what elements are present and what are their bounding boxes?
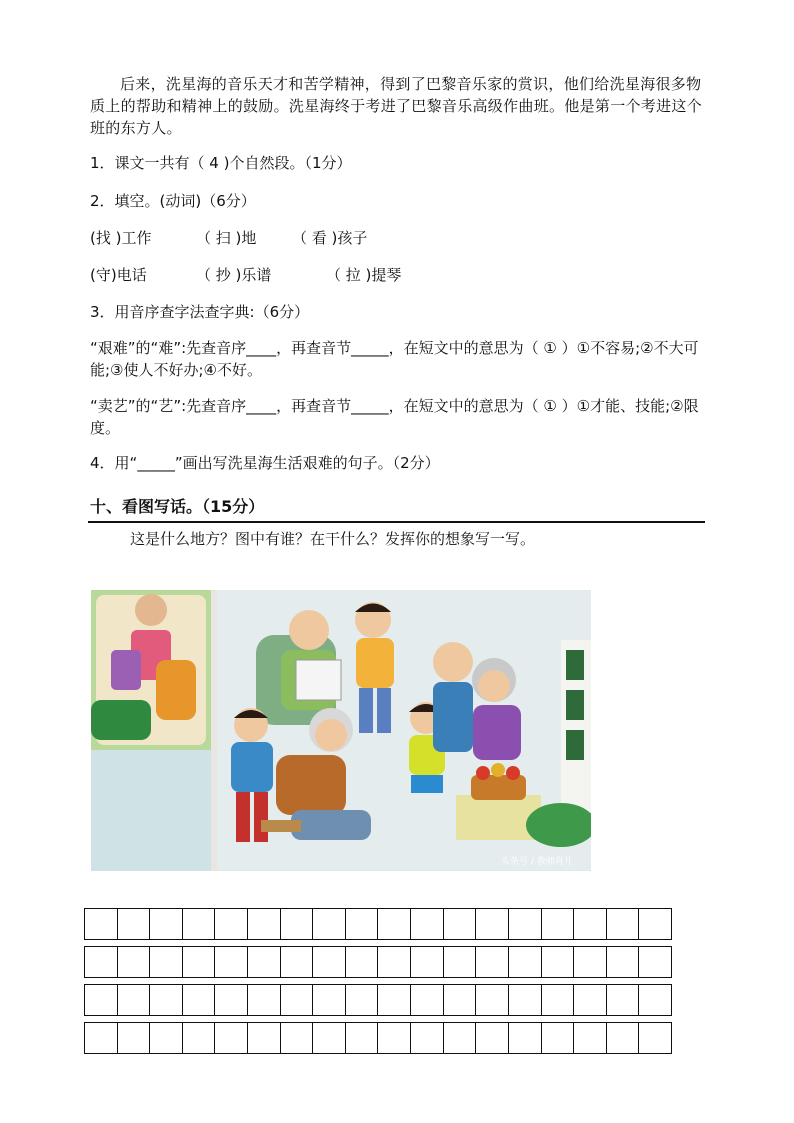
writing-cell[interactable] <box>248 909 281 939</box>
fill-blank-item: (守)电话 <box>90 266 147 284</box>
writing-cell[interactable] <box>639 947 671 977</box>
writing-cell[interactable] <box>444 947 477 977</box>
writing-cell[interactable] <box>281 1023 314 1053</box>
writing-cell[interactable] <box>444 985 477 1015</box>
writing-cell[interactable] <box>183 909 216 939</box>
writing-cell[interactable] <box>346 947 379 977</box>
reading-passage: 后来，洗星海的音乐天才和苦学精神，得到了巴黎音乐家的赏识，他们给洗星海很多物质上的帮助和精神上的鼓励。洗星海终于考进了巴黎音乐高级作曲班。他是第一个考进这个班的东方人。 <box>90 75 703 137</box>
question-4: 4．用“_____”画出写洗星海生活艰难的句子。（2分） <box>90 454 440 472</box>
writing-cell[interactable] <box>574 909 607 939</box>
writing-cell[interactable] <box>411 909 444 939</box>
grid-row <box>84 908 672 940</box>
writing-cell[interactable] <box>183 1023 216 1053</box>
writing-cell[interactable] <box>378 909 411 939</box>
writing-cell[interactable] <box>118 1023 151 1053</box>
writing-cell[interactable] <box>444 1023 477 1053</box>
grid-row <box>84 946 672 978</box>
writing-cell[interactable] <box>574 947 607 977</box>
writing-cell[interactable] <box>85 947 118 977</box>
writing-cell[interactable] <box>639 985 671 1015</box>
writing-cell[interactable] <box>509 1023 542 1053</box>
writing-cell[interactable] <box>248 1023 281 1053</box>
writing-cell[interactable] <box>476 909 509 939</box>
writing-cell[interactable] <box>183 985 216 1015</box>
writing-prompt: 这是什么地方？图中有谁？在干什么？发挥你的想象写一写。 <box>130 530 536 548</box>
fill-blank-item: （ 拉 )提琴 <box>326 266 402 284</box>
writing-cell[interactable] <box>378 985 411 1015</box>
writing-cell[interactable] <box>346 985 379 1015</box>
writing-cell[interactable] <box>607 1023 640 1053</box>
writing-cell[interactable] <box>542 1023 575 1053</box>
writing-cell[interactable] <box>607 947 640 977</box>
question-2: 2．填空。(动词)（6分） <box>90 192 256 210</box>
writing-cell[interactable] <box>85 1023 118 1053</box>
writing-cell[interactable] <box>313 947 346 977</box>
writing-cell[interactable] <box>85 985 118 1015</box>
writing-cell[interactable] <box>85 909 118 939</box>
grid-row <box>84 984 672 1016</box>
writing-cell[interactable] <box>248 985 281 1015</box>
section-10-title: 十、看图写话。（15分） <box>90 497 265 516</box>
writing-cell[interactable] <box>509 985 542 1015</box>
fill-blank-item: （ 看 )孩子 <box>292 229 368 247</box>
fill-blank-item: (找 )工作 <box>90 229 152 247</box>
writing-cell[interactable] <box>281 909 314 939</box>
writing-cell[interactable] <box>215 1023 248 1053</box>
grid-row <box>84 1022 672 1054</box>
writing-cell[interactable] <box>150 985 183 1015</box>
writing-cell[interactable] <box>574 1023 607 1053</box>
writing-cell[interactable] <box>476 947 509 977</box>
writing-cell[interactable] <box>248 947 281 977</box>
writing-cell[interactable] <box>378 1023 411 1053</box>
writing-cell[interactable] <box>215 909 248 939</box>
writing-cell[interactable] <box>281 947 314 977</box>
writing-cell[interactable] <box>444 909 477 939</box>
writing-cell[interactable] <box>183 947 216 977</box>
writing-cell[interactable] <box>542 909 575 939</box>
writing-cell[interactable] <box>346 1023 379 1053</box>
writing-cell[interactable] <box>607 909 640 939</box>
writing-cell[interactable] <box>346 909 379 939</box>
question-1: 1．课文一共有（ 4 )个自然段。（1分） <box>90 154 352 172</box>
writing-cell[interactable] <box>639 909 671 939</box>
writing-cell[interactable] <box>607 985 640 1015</box>
fill-blank-item: （ 扫 )地 <box>196 229 257 247</box>
writing-cell[interactable] <box>150 947 183 977</box>
watermark-text: 头条号 / 教师育儿 <box>501 857 573 867</box>
section-divider <box>88 521 705 523</box>
illustration-family-scene <box>91 590 591 871</box>
writing-cell[interactable] <box>542 985 575 1015</box>
writing-cell[interactable] <box>150 1023 183 1053</box>
writing-cell[interactable] <box>313 1023 346 1053</box>
writing-cell[interactable] <box>411 947 444 977</box>
writing-cell[interactable] <box>313 909 346 939</box>
fill-blank-item: （ 抄 )乐谱 <box>196 266 272 284</box>
writing-cell[interactable] <box>509 909 542 939</box>
writing-cell[interactable] <box>118 947 151 977</box>
question-3-a: “艰难”的“难”:先查音序____，再查音节_____，在短文中的意思为（ ① ）①不容易;②不大可能;③使人不好办;④不好。 <box>90 339 699 379</box>
writing-cell[interactable] <box>215 985 248 1015</box>
writing-cell[interactable] <box>150 909 183 939</box>
question-3-b: “卖艺”的“艺”:先查音序____，再查音节_____，在短文中的意思为（ ① ）①才能、技能;②限度。 <box>90 397 699 437</box>
question-3: 3．用音序查字法查字典:（6分） <box>90 303 310 321</box>
writing-cell[interactable] <box>476 1023 509 1053</box>
writing-cell[interactable] <box>476 985 509 1015</box>
writing-cell[interactable] <box>215 947 248 977</box>
writing-cell[interactable] <box>411 1023 444 1053</box>
writing-cell[interactable] <box>639 1023 671 1053</box>
writing-cell[interactable] <box>313 985 346 1015</box>
writing-cell[interactable] <box>574 985 607 1015</box>
writing-cell[interactable] <box>411 985 444 1015</box>
writing-cell[interactable] <box>118 909 151 939</box>
writing-cell[interactable] <box>378 947 411 977</box>
writing-cell[interactable] <box>509 947 542 977</box>
writing-cell[interactable] <box>281 985 314 1015</box>
writing-cell[interactable] <box>542 947 575 977</box>
writing-cell[interactable] <box>118 985 151 1015</box>
writing-grid <box>84 908 672 1054</box>
